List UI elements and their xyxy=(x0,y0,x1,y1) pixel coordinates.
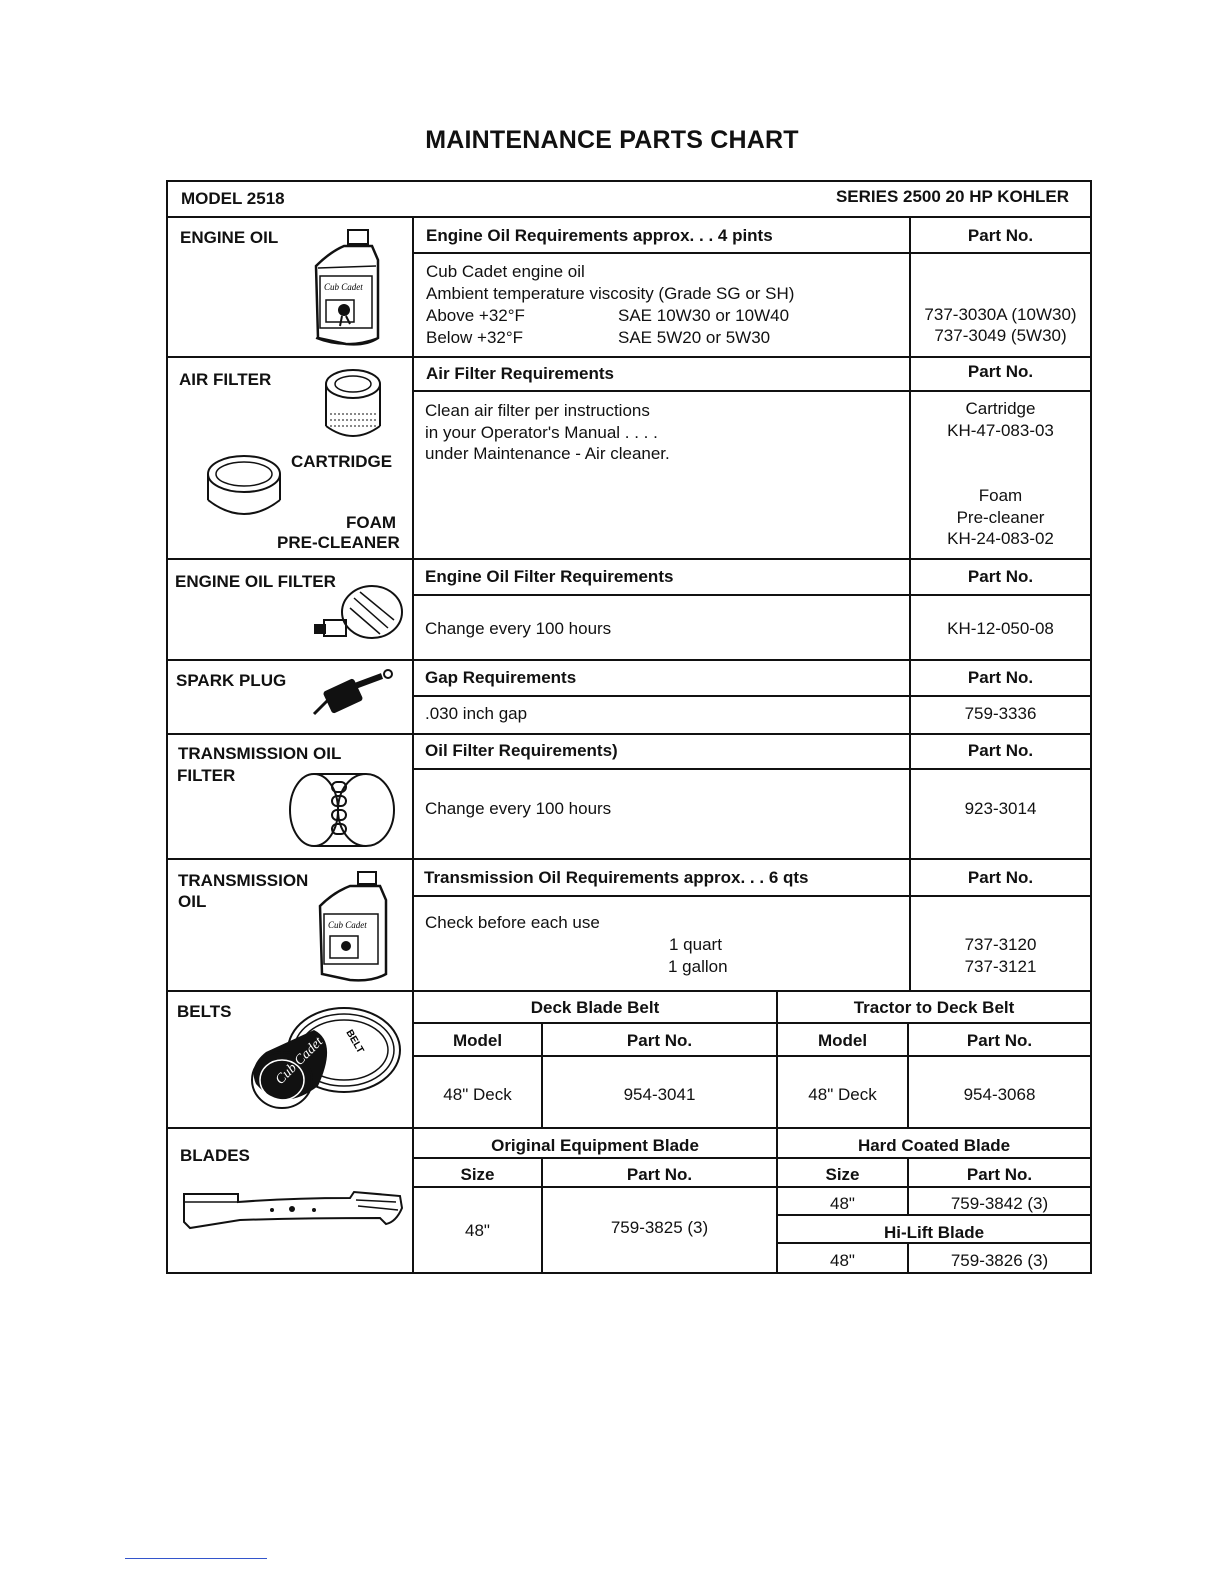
tractor-deck-belt-heading: Tractor to Deck Belt xyxy=(853,998,1015,1017)
footer-rule xyxy=(125,1558,267,1559)
air-filter-part-cartridge: Cartridge xyxy=(965,399,1036,418)
svg-text:Cub Cadet: Cub Cadet xyxy=(328,920,367,930)
engine-oil-above: Above +32°F xyxy=(426,306,525,325)
deck-model-heading: Model xyxy=(452,1031,503,1050)
foam-precleaner-icon xyxy=(204,452,284,526)
hilift-blade-size: 48" xyxy=(830,1251,855,1270)
transmission-oil-qty2: 1 gallon xyxy=(668,957,728,976)
blades-label: BLADES xyxy=(180,1146,250,1165)
original-size-heading: Size xyxy=(460,1165,495,1184)
original-part-heading: Part No. xyxy=(626,1165,693,1184)
spark-plug-heading: Gap Requirements xyxy=(425,668,577,687)
deck-belt-model: 48" Deck xyxy=(443,1085,512,1104)
transmission-oil-part1: 737-3120 xyxy=(964,935,1037,954)
engine-oil-part1: 737-3030A (10W30) xyxy=(924,305,1077,324)
air-filter-line1: Clean air filter per instructions xyxy=(425,401,650,420)
belts-label: BELTS xyxy=(177,1002,232,1021)
hard-coated-blade-heading: Hard Coated Blade xyxy=(857,1136,1011,1155)
row-divider xyxy=(166,558,1092,560)
row-divider xyxy=(166,733,1092,735)
row-divider xyxy=(166,858,1092,860)
transmission-filter-icon xyxy=(286,770,402,852)
engine-oil-below-sae: SAE 5W20 or 5W30 xyxy=(618,328,771,347)
engine-oil-part-heading: Part No. xyxy=(967,226,1034,245)
engine-oil-line1: Cub Cadet engine oil xyxy=(426,262,585,281)
engine-oil-filter-label: ENGINE OIL FILTER xyxy=(175,572,336,591)
cartridge-label: CARTRIDGE xyxy=(291,452,393,471)
oil-filter-icon xyxy=(310,584,410,650)
engine-oil-part2: 737-3049 (5W30) xyxy=(934,326,1067,345)
tractor-part-heading: Part No. xyxy=(966,1031,1033,1050)
spark-plug-text: .030 inch gap xyxy=(425,704,528,723)
transmission-filter-label1: TRANSMISSION OIL xyxy=(178,744,342,763)
belt-icon xyxy=(242,1002,406,1114)
transmission-oil-bottle-icon xyxy=(310,868,394,984)
page-title: MAINTENANCE PARTS CHART xyxy=(425,126,799,154)
transmission-filter-part: 923-3014 xyxy=(964,799,1037,818)
hilift-blade-heading: Hi-Lift Blade xyxy=(883,1223,985,1242)
air-filter-line3: under Maintenance - Air cleaner. xyxy=(425,444,670,463)
air-filter-line2: in your Operator's Manual . . . . xyxy=(425,423,658,442)
hard-part-heading: Part No. xyxy=(966,1165,1033,1184)
foam-label: FOAM xyxy=(346,513,397,532)
air-filter-part-foam: Foam xyxy=(978,486,1023,505)
oil-bottle-icon xyxy=(306,226,390,350)
engine-oil-above-sae: SAE 10W30 or 10W40 xyxy=(618,306,790,325)
series-label: SERIES 2500 20 HP KOHLER xyxy=(835,187,1069,206)
original-blade-size: 48" xyxy=(465,1221,490,1240)
air-filter-part-cartridge-no: KH-47-083-03 xyxy=(947,421,1054,440)
transmission-filter-label2: FILTER xyxy=(177,766,236,785)
belt-label-text: BELT xyxy=(343,1028,366,1056)
transmission-filter-heading: Oil Filter Requirements) xyxy=(425,741,618,760)
transmission-oil-part-heading: Part No. xyxy=(967,868,1034,887)
deck-blade-belt-heading: Deck Blade Belt xyxy=(530,998,660,1017)
row-divider xyxy=(166,1127,1092,1129)
air-filter-part-heading: Part No. xyxy=(967,362,1034,381)
hilift-blade-part: 759-3826 (3) xyxy=(950,1251,1049,1270)
original-blade-part: 759-3825 (3) xyxy=(610,1218,709,1237)
hard-blade-size: 48" xyxy=(830,1194,855,1213)
engine-oil-line2: Ambient temperature viscosity (Grade SG or SH) xyxy=(426,284,795,303)
model-label: MODEL 2518 xyxy=(181,189,285,208)
engine-oil-filter-part: KH-12-050-08 xyxy=(947,619,1054,638)
transmission-oil-label2: OIL xyxy=(178,892,207,911)
transmission-oil-label1: TRANSMISSION xyxy=(178,871,309,890)
transmission-oil-part2: 737-3121 xyxy=(964,957,1037,976)
precleaner-label: PRE-CLEANER xyxy=(277,533,400,552)
row-divider xyxy=(166,990,1092,992)
spark-plug-part: 759-3336 xyxy=(964,704,1037,723)
svg-text:Cub Cadet: Cub Cadet xyxy=(324,282,363,292)
engine-oil-heading: Engine Oil Requirements approx. . . 4 pints xyxy=(426,226,773,245)
deck-belt-part: 954-3041 xyxy=(623,1085,696,1104)
transmission-oil-heading: Transmission Oil Requirements approx. . . 6 qts xyxy=(424,868,809,887)
cartridge-filter-icon xyxy=(322,366,384,446)
air-filter-label: AIR FILTER xyxy=(179,370,272,389)
engine-oil-label: ENGINE OIL xyxy=(180,228,279,247)
engine-oil-below: Below +32°F xyxy=(426,328,524,347)
air-filter-heading: Air Filter Requirements xyxy=(426,364,614,383)
tractor-model-heading: Model xyxy=(817,1031,868,1050)
spark-plug-part-heading: Part No. xyxy=(967,668,1034,687)
row-divider xyxy=(166,216,1092,218)
row-divider xyxy=(166,356,1092,358)
engine-oil-filter-part-heading: Part No. xyxy=(967,567,1034,586)
engine-oil-filter-heading: Engine Oil Filter Requirements xyxy=(425,567,674,586)
deck-part-heading: Part No. xyxy=(626,1031,693,1050)
blade-icon xyxy=(180,1188,406,1236)
spark-plug-icon xyxy=(300,668,400,722)
transmission-oil-qty1: 1 quart xyxy=(669,935,722,954)
tractor-belt-model: 48" Deck xyxy=(808,1085,877,1104)
row-divider xyxy=(166,659,1092,661)
hard-blade-part: 759-3842 (3) xyxy=(950,1194,1049,1213)
tractor-belt-part: 954-3068 xyxy=(963,1085,1036,1104)
transmission-filter-part-heading: Part No. xyxy=(967,741,1034,760)
spark-plug-label: SPARK PLUG xyxy=(176,671,287,690)
hard-size-heading: Size xyxy=(825,1165,860,1184)
air-filter-part-precleaner: Pre-cleaner xyxy=(956,508,1045,527)
transmission-oil-text: Check before each use xyxy=(425,913,600,932)
original-blade-heading: Original Equipment Blade xyxy=(491,1136,699,1155)
engine-oil-filter-text: Change every 100 hours xyxy=(425,619,612,638)
belt-brand-text: Cub Cadet xyxy=(272,1034,327,1088)
air-filter-part-foam-no: KH-24-083-02 xyxy=(947,529,1054,548)
transmission-filter-text: Change every 100 hours xyxy=(425,799,612,818)
